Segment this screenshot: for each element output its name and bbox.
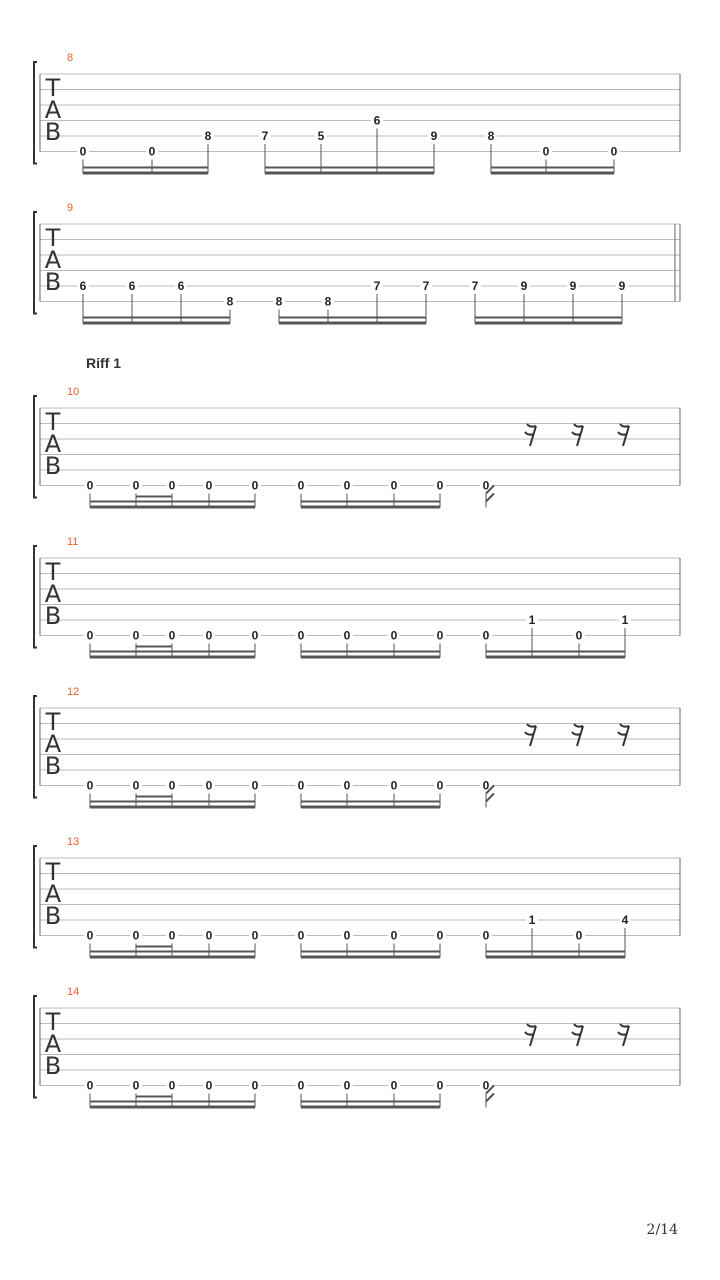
fret-number: 6 (373, 113, 381, 128)
beam-secondary (90, 1101, 255, 1103)
fret-number: 7 (261, 129, 269, 143)
fret-number: 0 (132, 1078, 140, 1093)
fret-number: 0 (482, 478, 490, 493)
fret-number: 0 (482, 628, 490, 643)
fret-number: 0 (132, 928, 140, 943)
beam-secondary (265, 167, 434, 169)
note (249, 629, 261, 658)
fret-number: 8 (487, 129, 495, 143)
note (295, 479, 307, 508)
beam-primary (486, 956, 625, 959)
fret-number: 0 (436, 778, 444, 793)
beam-primary (90, 656, 255, 659)
note (341, 929, 353, 958)
fret-number: 6 (177, 279, 185, 293)
beam-tertiary (136, 646, 172, 648)
system-bracket (34, 212, 37, 314)
tab-clef-letter: T (45, 858, 61, 886)
note (608, 145, 620, 174)
page-number: 2/14 (646, 1222, 678, 1238)
fret-number: 4 (621, 913, 629, 927)
fret-number: 0 (343, 1078, 351, 1093)
note (130, 1079, 142, 1108)
note (434, 779, 446, 808)
fret-number: 0 (168, 478, 176, 493)
note (130, 479, 142, 508)
fret-number: 0 (297, 628, 305, 643)
fret-number: 7 (422, 279, 430, 293)
beam-secondary (301, 651, 440, 653)
fret-number: 0 (390, 478, 398, 493)
tab-clef-letter: T (45, 408, 61, 436)
note (203, 779, 215, 808)
note (295, 779, 307, 808)
measure-number: 14 (67, 986, 80, 998)
note (249, 779, 261, 808)
fret-number: 0 (390, 628, 398, 643)
fret-number: 0 (168, 778, 176, 793)
tab-clef-letter: A (44, 730, 62, 758)
fret-number: 0 (86, 928, 94, 943)
fret-number: 0 (436, 478, 444, 493)
note (480, 629, 492, 658)
note (295, 1079, 307, 1108)
beam-primary (301, 806, 440, 809)
fret-number: 0 (297, 778, 305, 793)
sixteenth-rest (618, 424, 629, 446)
fret-number: 0 (251, 928, 259, 943)
section-label-riff: Riff 1 (86, 355, 121, 371)
tab-clef-letter: A (44, 430, 62, 458)
fret-number: 0 (132, 628, 140, 643)
system-bracket (34, 62, 37, 164)
note (388, 929, 400, 958)
beam-primary (475, 322, 622, 325)
tab-clef-letter: B (44, 118, 62, 146)
note (84, 629, 96, 658)
fret-number: 0 (132, 478, 140, 493)
tab-clef-letter: T (45, 224, 61, 252)
system-bracket (34, 396, 37, 498)
fret-number: 0 (79, 144, 87, 159)
beam-tertiary (136, 796, 172, 798)
note (166, 479, 178, 508)
tab-clef-letter: T (45, 1008, 61, 1036)
measure-number: 10 (67, 386, 80, 398)
beam-tertiary (136, 946, 172, 948)
beam-primary (301, 506, 440, 509)
note (341, 479, 353, 508)
note (434, 1079, 446, 1108)
staff-system-11 (34, 536, 680, 659)
beam-primary (279, 322, 426, 325)
fret-number: 0 (482, 1078, 490, 1093)
fret-number: 8 (324, 294, 332, 309)
measure-number: 9 (67, 202, 74, 214)
sixteenth-rest (618, 724, 629, 746)
fret-number: 6 (128, 279, 136, 293)
note (203, 1079, 215, 1108)
note (203, 479, 215, 508)
fret-number: 0 (168, 1078, 176, 1093)
note (371, 114, 383, 174)
fret-number: 0 (610, 144, 618, 159)
fret-number: 9 (430, 129, 438, 143)
note (84, 779, 96, 808)
tab-clef-letter: B (44, 1052, 62, 1080)
staff-system-12 (34, 686, 680, 809)
beam-primary (491, 172, 614, 175)
fret-number: 0 (542, 144, 550, 159)
beam-primary (90, 1106, 255, 1109)
note (146, 145, 158, 174)
system-bracket (34, 696, 37, 798)
tab-clef-letter: T (45, 74, 61, 102)
staff-system-9 (34, 202, 680, 325)
beam-primary (90, 506, 255, 509)
tab-clef-letter: B (44, 602, 62, 630)
fret-number: 0 (86, 1078, 94, 1093)
note (77, 145, 89, 174)
note (573, 929, 585, 958)
measure-number: 11 (67, 536, 79, 548)
fret-number: 0 (343, 778, 351, 793)
note (341, 629, 353, 658)
tab-clef-letter: T (45, 708, 61, 736)
tab-clef-letter: T (45, 558, 61, 586)
note (388, 1079, 400, 1108)
fret-number: 0 (251, 478, 259, 493)
beam-primary (301, 656, 440, 659)
fret-number: 0 (205, 778, 213, 793)
note (166, 1079, 178, 1108)
note (203, 929, 215, 958)
beam-secondary (301, 951, 440, 953)
beam-secondary (301, 501, 440, 503)
beam-primary (90, 956, 255, 959)
sixteenth-rest (525, 724, 536, 746)
beam-secondary (301, 801, 440, 803)
system-bracket (34, 546, 37, 648)
note (388, 479, 400, 508)
beam-secondary (279, 317, 426, 319)
tab-clef-letter: A (44, 96, 62, 124)
fret-number: 0 (436, 628, 444, 643)
note (540, 145, 552, 174)
beam-secondary (90, 651, 255, 653)
fret-number: 0 (205, 628, 213, 643)
beam-secondary (90, 951, 255, 953)
fret-number: 7 (471, 279, 479, 293)
note (249, 479, 261, 508)
note (341, 779, 353, 808)
note (434, 929, 446, 958)
tab-clef-letter: B (44, 452, 62, 480)
fret-number: 0 (575, 628, 583, 643)
note (84, 929, 96, 958)
note (130, 929, 142, 958)
fret-number: 8 (204, 129, 212, 143)
fret-number: 0 (343, 928, 351, 943)
measure-number: 12 (67, 686, 80, 698)
beam-secondary (90, 501, 255, 503)
staff-system-13 (34, 836, 680, 959)
beam-primary (301, 956, 440, 959)
note (295, 929, 307, 958)
beam-tertiary (136, 1096, 172, 1098)
staff-system-8 (34, 52, 680, 175)
beam-secondary (491, 167, 614, 169)
beam-secondary (486, 951, 625, 953)
tab-clef-letter: B (44, 268, 62, 296)
fret-number: 0 (482, 778, 490, 793)
sixteenth-rest (572, 424, 583, 446)
fret-number: 0 (575, 928, 583, 943)
tab-clef-letter: A (44, 1030, 62, 1058)
note (322, 295, 334, 324)
note (224, 295, 236, 324)
fret-number: 0 (205, 1078, 213, 1093)
sixteenth-rest (572, 724, 583, 746)
fret-number: 0 (148, 144, 156, 159)
beam-secondary (475, 317, 622, 319)
fret-number: 0 (297, 478, 305, 493)
sixteenth-rest (525, 424, 536, 446)
tab-clef-letter: B (44, 752, 62, 780)
measure-number: 8 (67, 52, 74, 64)
fret-number: 0 (205, 478, 213, 493)
fret-number: 9 (520, 279, 528, 293)
tab-clef-letter: A (44, 580, 62, 608)
sixteenth-rest (572, 1024, 583, 1046)
fret-number: 0 (297, 1078, 305, 1093)
fret-number: 0 (297, 928, 305, 943)
note (130, 779, 142, 808)
note (84, 479, 96, 508)
fret-number: 1 (528, 913, 536, 927)
note (388, 629, 400, 658)
staff-system-14 (34, 986, 680, 1109)
fret-number: 0 (390, 778, 398, 793)
fret-number: 0 (86, 778, 94, 793)
fret-number: 6 (79, 279, 87, 293)
beam-primary (265, 172, 434, 175)
note (388, 779, 400, 808)
fret-number: 0 (436, 928, 444, 943)
beam-primary (301, 1106, 440, 1109)
fret-number: 5 (317, 129, 325, 143)
note (166, 929, 178, 958)
fret-number: 0 (86, 478, 94, 493)
beam-primary (83, 172, 208, 175)
beam-primary (486, 656, 625, 659)
beam-secondary (301, 1101, 440, 1103)
fret-number: 0 (390, 928, 398, 943)
sixteenth-rest (525, 1024, 536, 1046)
beam-secondary (83, 317, 230, 319)
fret-number: 0 (343, 628, 351, 643)
note (166, 779, 178, 808)
tab-clef-letter: A (44, 880, 62, 908)
beam-primary (83, 322, 230, 325)
note (434, 479, 446, 508)
fret-number: 1 (528, 613, 536, 627)
staff-system-10 (34, 386, 680, 509)
beam-tertiary (136, 496, 172, 498)
fret-number: 0 (205, 928, 213, 943)
fret-number: 0 (86, 628, 94, 643)
note (130, 629, 142, 658)
fret-number: 0 (168, 628, 176, 643)
beam-primary (90, 806, 255, 809)
system-bracket (34, 846, 37, 948)
fret-number: 0 (482, 928, 490, 943)
note (249, 929, 261, 958)
fret-number: 7 (373, 279, 381, 293)
note (434, 629, 446, 658)
note (84, 1079, 96, 1108)
fret-number: 8 (275, 294, 283, 309)
note (573, 629, 585, 658)
note (480, 929, 492, 958)
measure-number: 13 (67, 836, 80, 848)
note (166, 629, 178, 658)
note (341, 1079, 353, 1108)
sixteenth-rest (618, 1024, 629, 1046)
fret-number: 0 (251, 628, 259, 643)
fret-number: 0 (168, 928, 176, 943)
note (203, 629, 215, 658)
fret-number: 0 (436, 1078, 444, 1093)
fret-number: 0 (390, 1078, 398, 1093)
beam-secondary (486, 651, 625, 653)
note (273, 295, 285, 324)
beam-secondary (90, 801, 255, 803)
fret-number: 9 (569, 279, 577, 293)
note (249, 1079, 261, 1108)
fret-number: 8 (226, 294, 234, 309)
tab-clef-letter: A (44, 246, 62, 274)
beam-secondary (83, 167, 208, 169)
tab-clef-letter: B (44, 902, 62, 930)
fret-number: 0 (251, 1078, 259, 1093)
fret-number: 0 (132, 778, 140, 793)
system-bracket (34, 996, 37, 1098)
note (295, 629, 307, 658)
fret-number: 0 (343, 478, 351, 493)
fret-number: 0 (251, 778, 259, 793)
fret-number: 9 (618, 279, 626, 293)
fret-number: 1 (621, 613, 629, 627)
